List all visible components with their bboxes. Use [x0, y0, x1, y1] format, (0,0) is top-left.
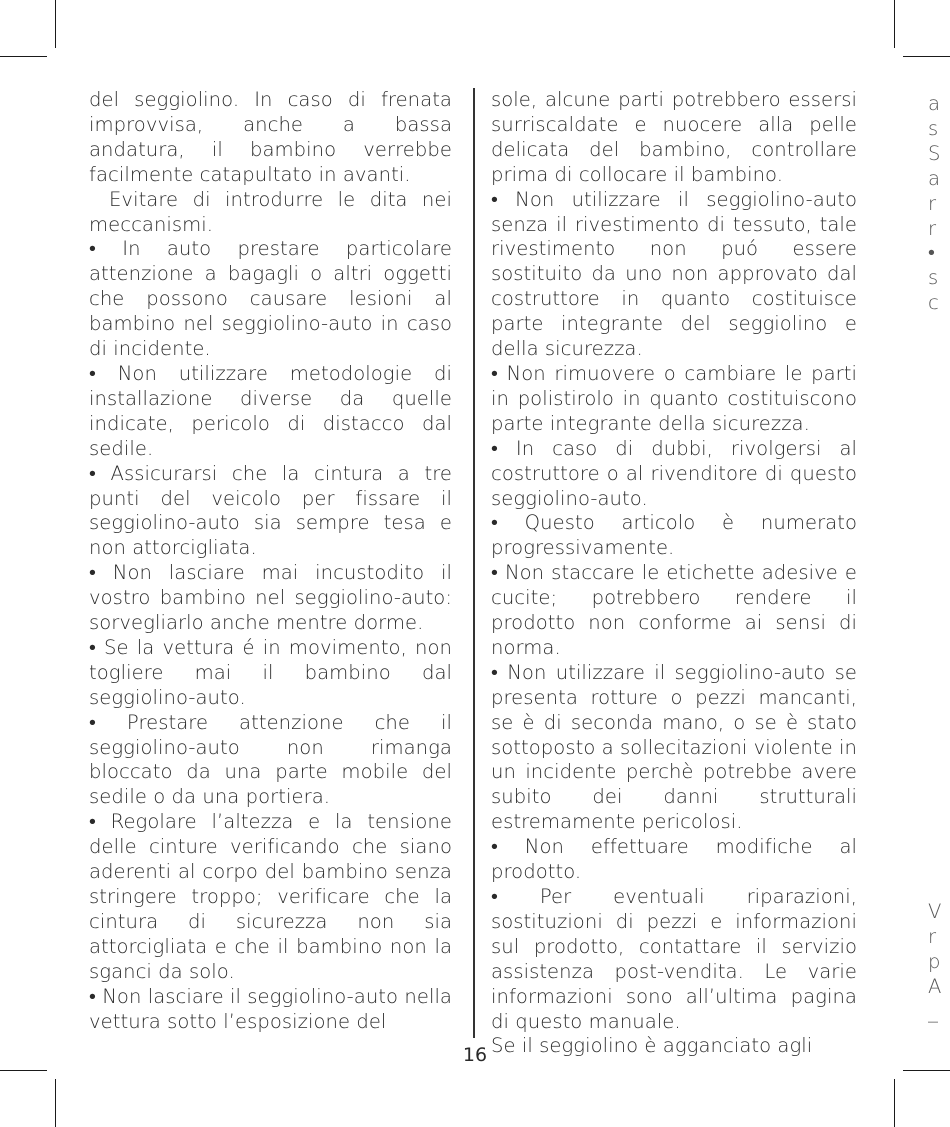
crop-mark [903, 56, 950, 57]
page-number: 16 [462, 1044, 488, 1066]
crop-mark [894, 0, 895, 48]
bullet-item: • In auto prestare particolare attenzione a bagagli o altri oggetti che possono causare lesioni al bambino nel seggiolino-auto in caso di incidente. [89, 237, 452, 361]
bullet-item: • Non utilizzare metodologie di installazione diverse da quelle indicate, pericolo di distacco dal sedile. [89, 361, 452, 460]
bullet-item: • Non lasciare il seggiolino-auto nella vettura sotto l’esposizione del [89, 984, 452, 1033]
crop-mark [55, 0, 56, 48]
next-page-bleed-bottom: V r p A _ [928, 900, 942, 1023]
left-column [89, 88, 452, 1034]
right-column [491, 88, 857, 1059]
column-divider [473, 88, 475, 1038]
bullet-item: • Assicurarsi che la cintura a tre punti del veicolo per fissare il seggiolino-auto sia sempre tesa e non attorcigliata. [89, 461, 452, 560]
bullet-item: • Non lasciare mai incustodito il vostro bambino nel seggiolino-auto: sorvegliarlo anche mentre dorme. [89, 561, 452, 635]
bullet-item: • Non effettuare modifiche al prodotto. [491, 835, 857, 884]
crop-mark [903, 1070, 950, 1071]
bullet-item: • Regolare l’altezza e la tensione delle cinture verificando che siano aderenti al corpo del bambino senza stringere troppo; verificare che la cintura di sicurezza non sia attorcigliata e che il bambino non la sganci da solo. [89, 810, 452, 983]
bullet-item: • Prestare attenzione che il seggiolino-auto non rimanga bloccato da una parte mobile del sedile o da una portiera. [89, 710, 452, 809]
crop-mark [55, 1079, 56, 1127]
paragraph: del seggiolino. In caso di frenata improvvisa, anche a bassa andatura, il bambino verrebbe facilmente catapultato in avanti. [89, 88, 452, 186]
crop-mark [0, 1070, 47, 1071]
paragraph: sole, alcune parti potrebbero essersi surriscaldate e nuocere alla pelle delicata del bambino, controllare prima di collocare il bambino. [491, 88, 857, 186]
paragraph: Se il seggiolino è agganciato agli [491, 1034, 813, 1058]
bullet-item: • Non utilizzare il seggiolino-auto se presenta rotture o pezzi mancanti, se è di seconda mano, o se è stato sottoposto a sollecitazioni violente in un incidente perchè potrebbe avere subito dei danni strutturali estremamente pericolosi. [491, 660, 857, 834]
crop-mark [894, 1079, 895, 1127]
bullet-item: • Non utilizzare il seggiolino-auto senza il rivestimento di tessuto, tale rivestimento non puó essere sostituito da uno non approvato dal costruttore in quanto costituisce parte integrante del seggiolino e della sicurezza. [491, 187, 857, 361]
crop-mark [0, 56, 47, 57]
bullet-item: • Se la vettura é in movimento, non togliere mai il bambino dal seggiolino-auto. [89, 635, 452, 709]
paragraph: Evitare di introdurre le dita nei meccanismi. [89, 187, 452, 236]
bullet-item: • Non staccare le etichette adesive e cucite; potrebbero rendere il prodotto non conforme ai sensi di norma. [491, 561, 857, 659]
next-page-bleed-top: a s S a r r • s c [928, 92, 941, 315]
bullet-item: • Per eventuali riparazioni, sostituzioni di pezzi e informazioni sul prodotto, contattare il servizio assistenza post-vendita. Le varie informazioni sono all’ultima pagina di questo manuale. [491, 885, 857, 1033]
bullet-item: • Non rimuovere o cambiare le parti in polistirolo in quanto costituiscono parte integrante della sicurezza. [491, 361, 857, 435]
bullet-item: • In caso di dubbi, rivolgersi al costruttore o al rivenditore di questo seggiolino-auto. [491, 436, 857, 510]
bullet-item: • Questo articolo è numerato progressivamente. [491, 511, 857, 560]
